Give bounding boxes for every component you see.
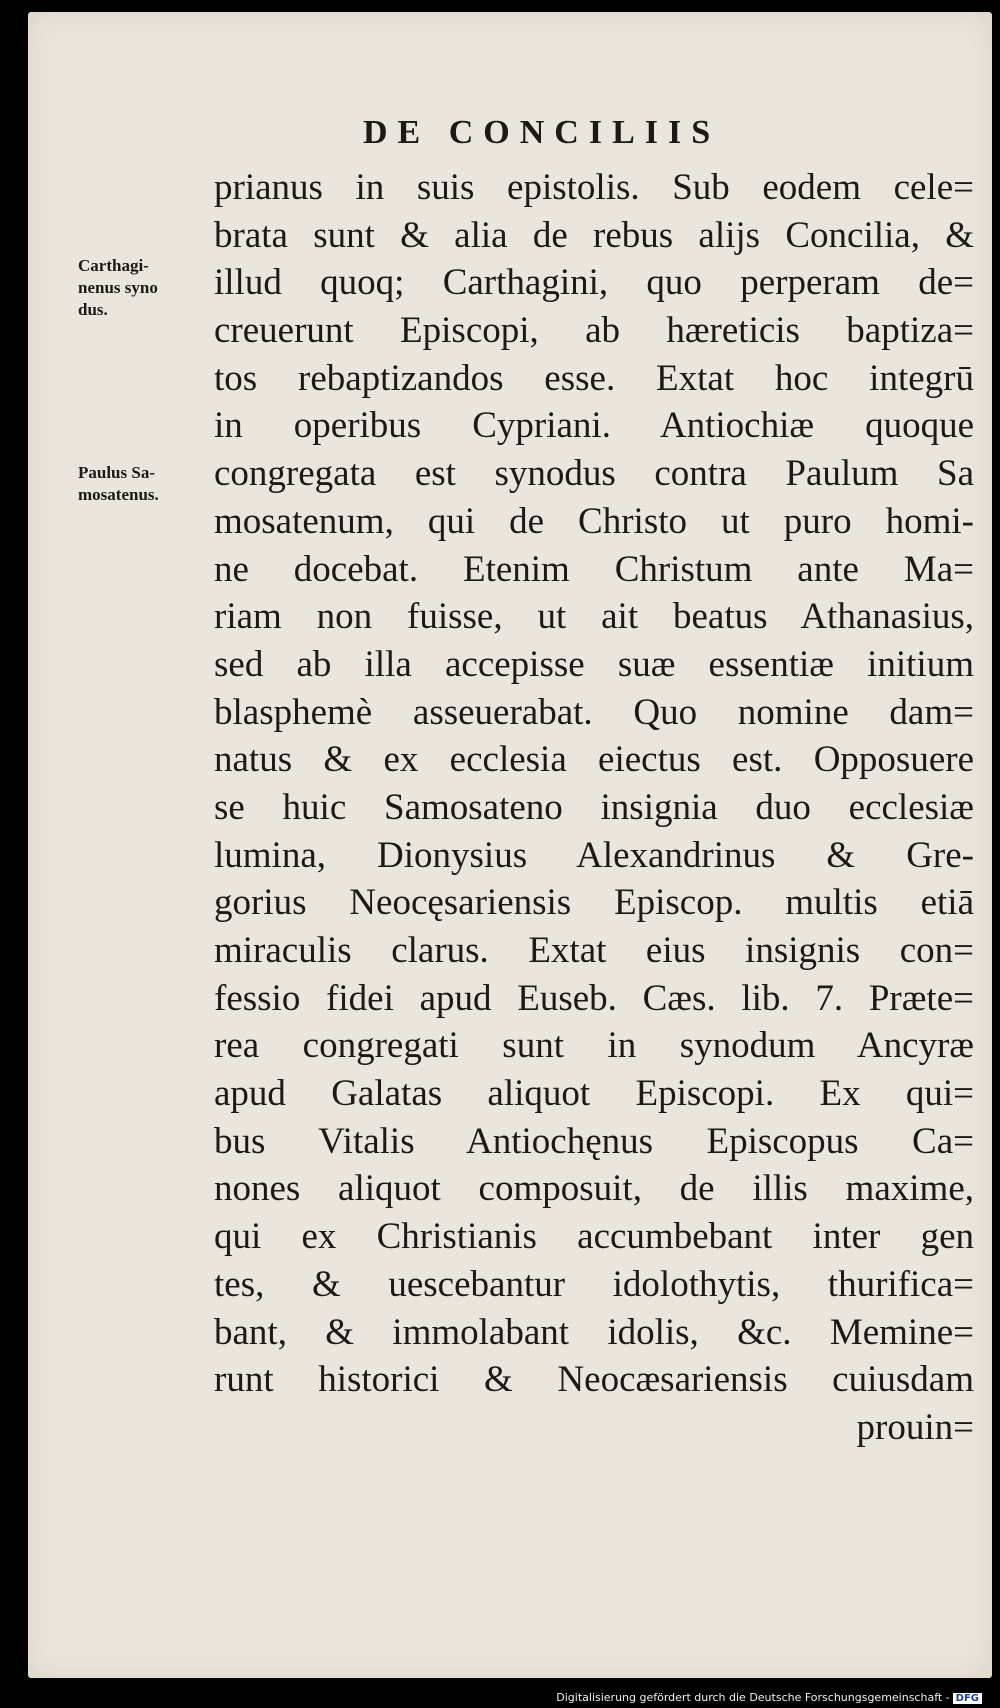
credit-text: Digitalisierung gefördert durch die Deutsche Forschungsgemeinschaft - (556, 1691, 950, 1704)
text-line: lumina, Dionysius Alexandrinus & Gre- (214, 834, 974, 876)
text-line: tes, & uescebantur idolothytis, thurifica= (214, 1263, 974, 1305)
text-line: prianus in suis epistolis. Sub eodem cele= (214, 167, 974, 208)
text-line: illud quoq; Carthagini, quo perperam de= (214, 262, 974, 304)
body-text (214, 164, 974, 1452)
text-line: mosatenum, qui de Christo ut puro homi- (214, 500, 974, 542)
text-line: sed ab illa accepisse suæ essentiæ initium (214, 643, 974, 685)
catchword-line: prouin= (856, 1406, 974, 1448)
text-line: apud Galatas aliquot Episcopi. Ex qui= (214, 1073, 974, 1115)
text-line: fessio fidei apud Euseb. Cæs. lib. 7. Præte= (214, 977, 974, 1019)
text-line: se huic Samosateno insignia duo ecclesiæ (214, 786, 974, 828)
text-line: ne docebat. Etenim Christum ante Ma= (214, 548, 974, 590)
text-line: bus Vitalis Antiochęnus Episcopus Ca= (214, 1120, 974, 1162)
text-line: brata sunt & alia de rebus alijs Concilia, & (214, 214, 974, 256)
marginal-note-line: Carthagi- (78, 256, 149, 275)
marginal-note-line: Paulus Sa- (78, 463, 155, 482)
text-line: nones aliquot composuit, de illis maxime, (214, 1168, 974, 1210)
text-line: blasphemè asseuerabat. Quo nomine dam= (214, 691, 974, 733)
text-line: gorius Neocęsariensis Episcop. multis etiā (214, 882, 974, 924)
marginal-note-carthage (78, 255, 218, 321)
text-line: qui ex Christianis accumbebant inter gen (214, 1216, 974, 1258)
marginal-note-line: dus. (78, 300, 108, 319)
text-line: creuerunt Episcopi, ab hæreticis baptiza= (214, 310, 974, 352)
text-line: tos rebaptizandos esse. Extat hoc integrū (214, 357, 974, 399)
dfg-logo-icon: DFG (953, 1693, 982, 1704)
text-line: bant, & immolabant idolis, &c. Memine= (214, 1311, 974, 1353)
text-line: rea congregati sunt in synodum Ancyræ (214, 1025, 974, 1067)
text-line: in operibus Cypriani. Antiochiæ quoque (214, 405, 974, 447)
text-line: congregata est synodus contra Paulum Sa (214, 453, 974, 495)
text-line: miraculis clarus. Extat eius insignis con= (214, 930, 974, 971)
running-header: DE CONCILIIS (363, 114, 721, 151)
book-page (28, 12, 992, 1678)
text-line: riam non fuisse, ut ait beatus Athanasius, (214, 596, 974, 638)
marginal-note-paulus (78, 462, 218, 506)
text-line: natus & ex ecclesia eiectus est. Opposuere (214, 739, 974, 781)
digitization-credit (556, 1691, 982, 1704)
text-line: runt historici & Neocæsariensis cuiusdam (214, 1359, 974, 1401)
marginal-note-line: mosatenus. (78, 485, 159, 504)
marginal-note-line: nenus syno (78, 278, 158, 297)
